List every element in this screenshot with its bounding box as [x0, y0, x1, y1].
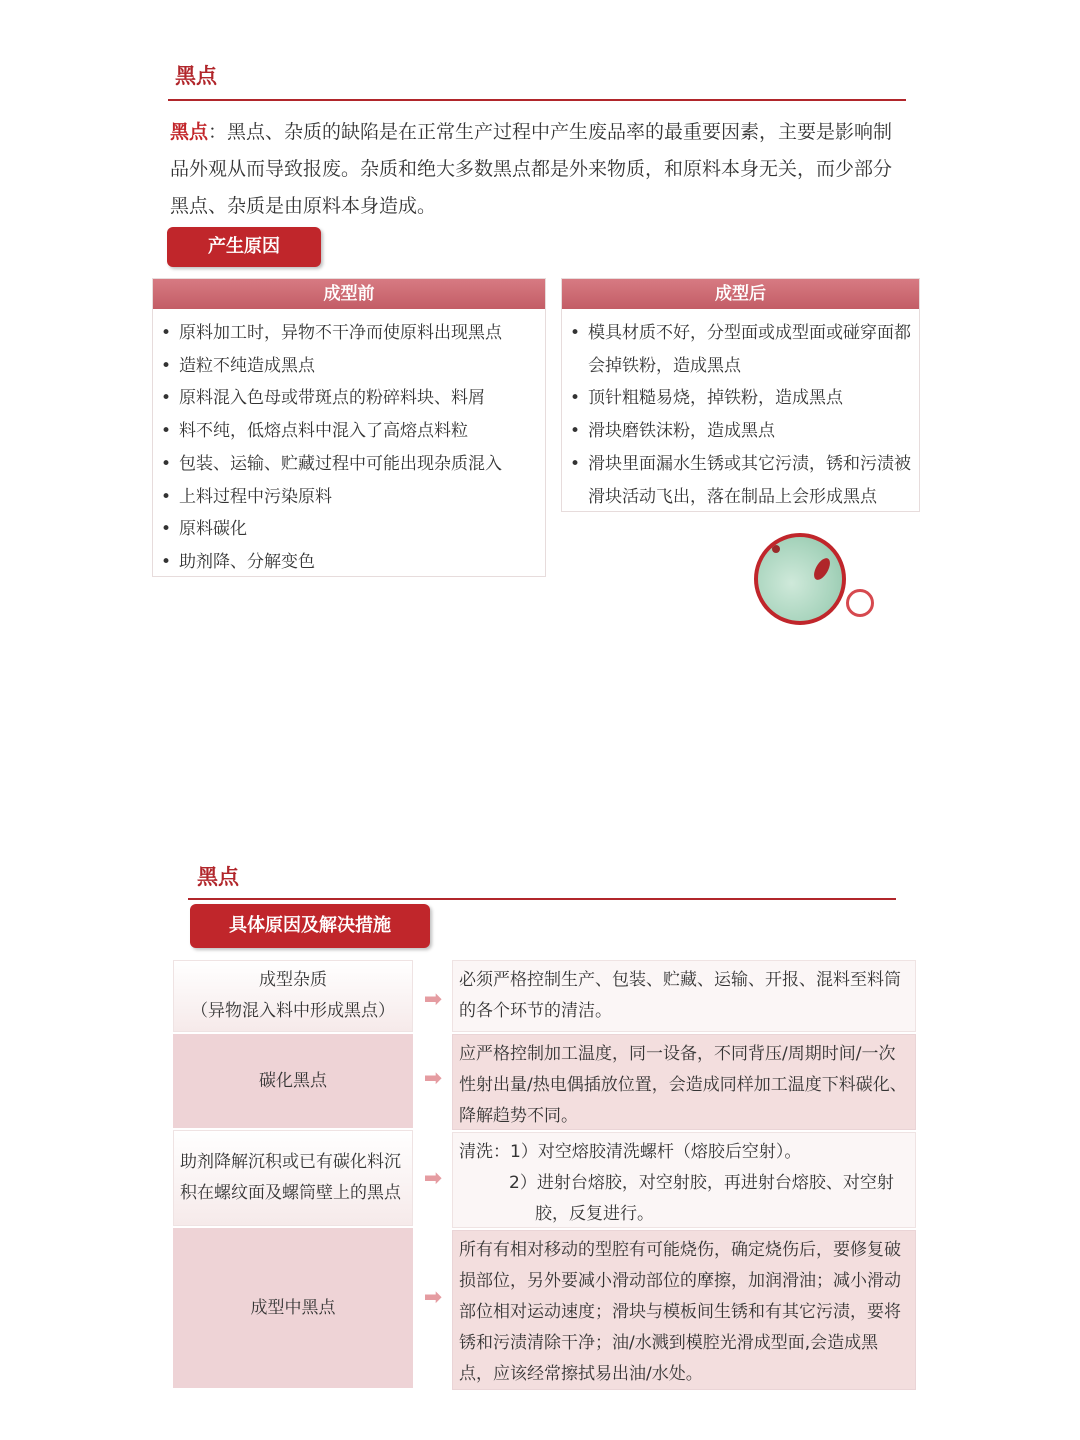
- list-item: • 原料加工时，异物不干净而使原料出现黑点: [161, 317, 539, 350]
- solution-line: 清洗：1）对空熔胶清洗螺杆（熔胶后空射）。: [459, 1142, 802, 1162]
- after-molding-header: 成型后: [562, 279, 919, 309]
- cause-cell: [173, 1228, 413, 1388]
- section-button-causes: 产生原因: [167, 227, 321, 267]
- solution-cell: 所有有相对移动的型腔有可能烧伤，确定烧伤后，要修复破损部位，另外要减小滑动部位的摩擦，加润滑油；减小滑动部位相对运动速度；滑块与模板间生锈和有其它污渍，要将锈和污渍清除干净；油/水溅到模腔光滑成型面,会造成黑点，应该经常擦拭易出油/水处。: [452, 1230, 916, 1390]
- title-divider: [188, 898, 896, 900]
- list-item: • 原料碳化: [161, 513, 539, 546]
- solution-line: 胶，反复进行。: [535, 1204, 654, 1224]
- list-item: • 滑块里面漏水生锈或其它污渍，锈和污渍被滑块活动飞出，落在制品上会形成黑点: [570, 448, 913, 513]
- slide2-title: 黑点: [197, 865, 239, 889]
- arrow-right-icon: ➡: [423, 1166, 443, 1191]
- intro-label: 黑点: [170, 121, 209, 143]
- spot-mark: [811, 556, 833, 583]
- cause-line: 成型杂质: [259, 970, 327, 990]
- list-item: • 助剂降、分解变色: [161, 546, 539, 579]
- section-button-solutions: 具体原因及解决措施: [190, 904, 430, 948]
- list-item: • 包装、运输、贮藏过程中可能出现杂质混入: [161, 448, 539, 481]
- list-item: • 原料混入色母或带斑点的粉碎料块、料屑: [161, 382, 539, 415]
- black-spot-sample-image: [754, 533, 846, 625]
- slide1-title: 黑点: [175, 64, 217, 88]
- arrow-right-icon: ➡: [423, 1285, 443, 1310]
- cause-line: 成型中黑点: [250, 1297, 336, 1318]
- arrow-right-icon: ➡: [423, 987, 443, 1012]
- cause-cell: [173, 1034, 413, 1128]
- before-molding-list: [153, 309, 545, 585]
- cause-line: 助剂降解沉积或已有碳化料沉积在螺纹面及螺筒壁上的黑点: [180, 1152, 401, 1203]
- before-molding-box: [152, 278, 546, 577]
- cause-cell: [173, 1130, 413, 1226]
- solution-line: 2）进射台熔胶，对空射胶，再进射台熔胶、对空射: [509, 1173, 894, 1193]
- intro-text: ：黑点、杂质的缺陷是在正常生产过程中产生废品率的最重要因素，主要是影响制品外观从而导致报废。杂质和绝大多数黑点都是外来物质，和原料本身无关，而少部分黑点、杂质是由原料本身造成。: [170, 121, 893, 217]
- before-molding-header: 成型前: [153, 279, 545, 309]
- intro-paragraph: [170, 114, 900, 225]
- solution-cell: [452, 1132, 916, 1228]
- list-item: • 模具材质不好，分型面或成型面或碰穿面都会掉铁粉，造成黑点: [570, 317, 913, 382]
- list-item: • 料不纯，低熔点料中混入了高熔点料粒: [161, 415, 539, 448]
- solution-cell: 必须严格控制生产、包装、贮藏、运输、开报、混料至料筒的各个环节的清洁。: [452, 960, 916, 1032]
- cause-cell: [173, 960, 413, 1032]
- list-item: • 滑块磨铁沫粉，造成黑点: [570, 415, 913, 448]
- list-item: • 顶针粗糙易烧，掉铁粉，造成黑点: [570, 382, 913, 415]
- decorative-ring-icon: [846, 589, 874, 617]
- cause-line: 碳化黑点: [259, 1070, 327, 1091]
- arrow-right-icon: ➡: [423, 1066, 443, 1091]
- list-item: • 上料过程中污染原料: [161, 481, 539, 514]
- list-item: • 造粒不纯造成黑点: [161, 350, 539, 383]
- after-molding-list: [562, 309, 919, 519]
- spot-mark: [772, 545, 780, 553]
- cause-line: （异物混入料中形成黑点）: [191, 1001, 395, 1021]
- solution-cell: 应严格控制加工温度，同一设备，不同背压/周期时间/一次性射出量/热电偶插放位置，会造成同样加工温度下料碳化、降解趋势不同。: [452, 1034, 916, 1130]
- after-molding-box: [561, 278, 920, 512]
- title-divider: [168, 99, 906, 101]
